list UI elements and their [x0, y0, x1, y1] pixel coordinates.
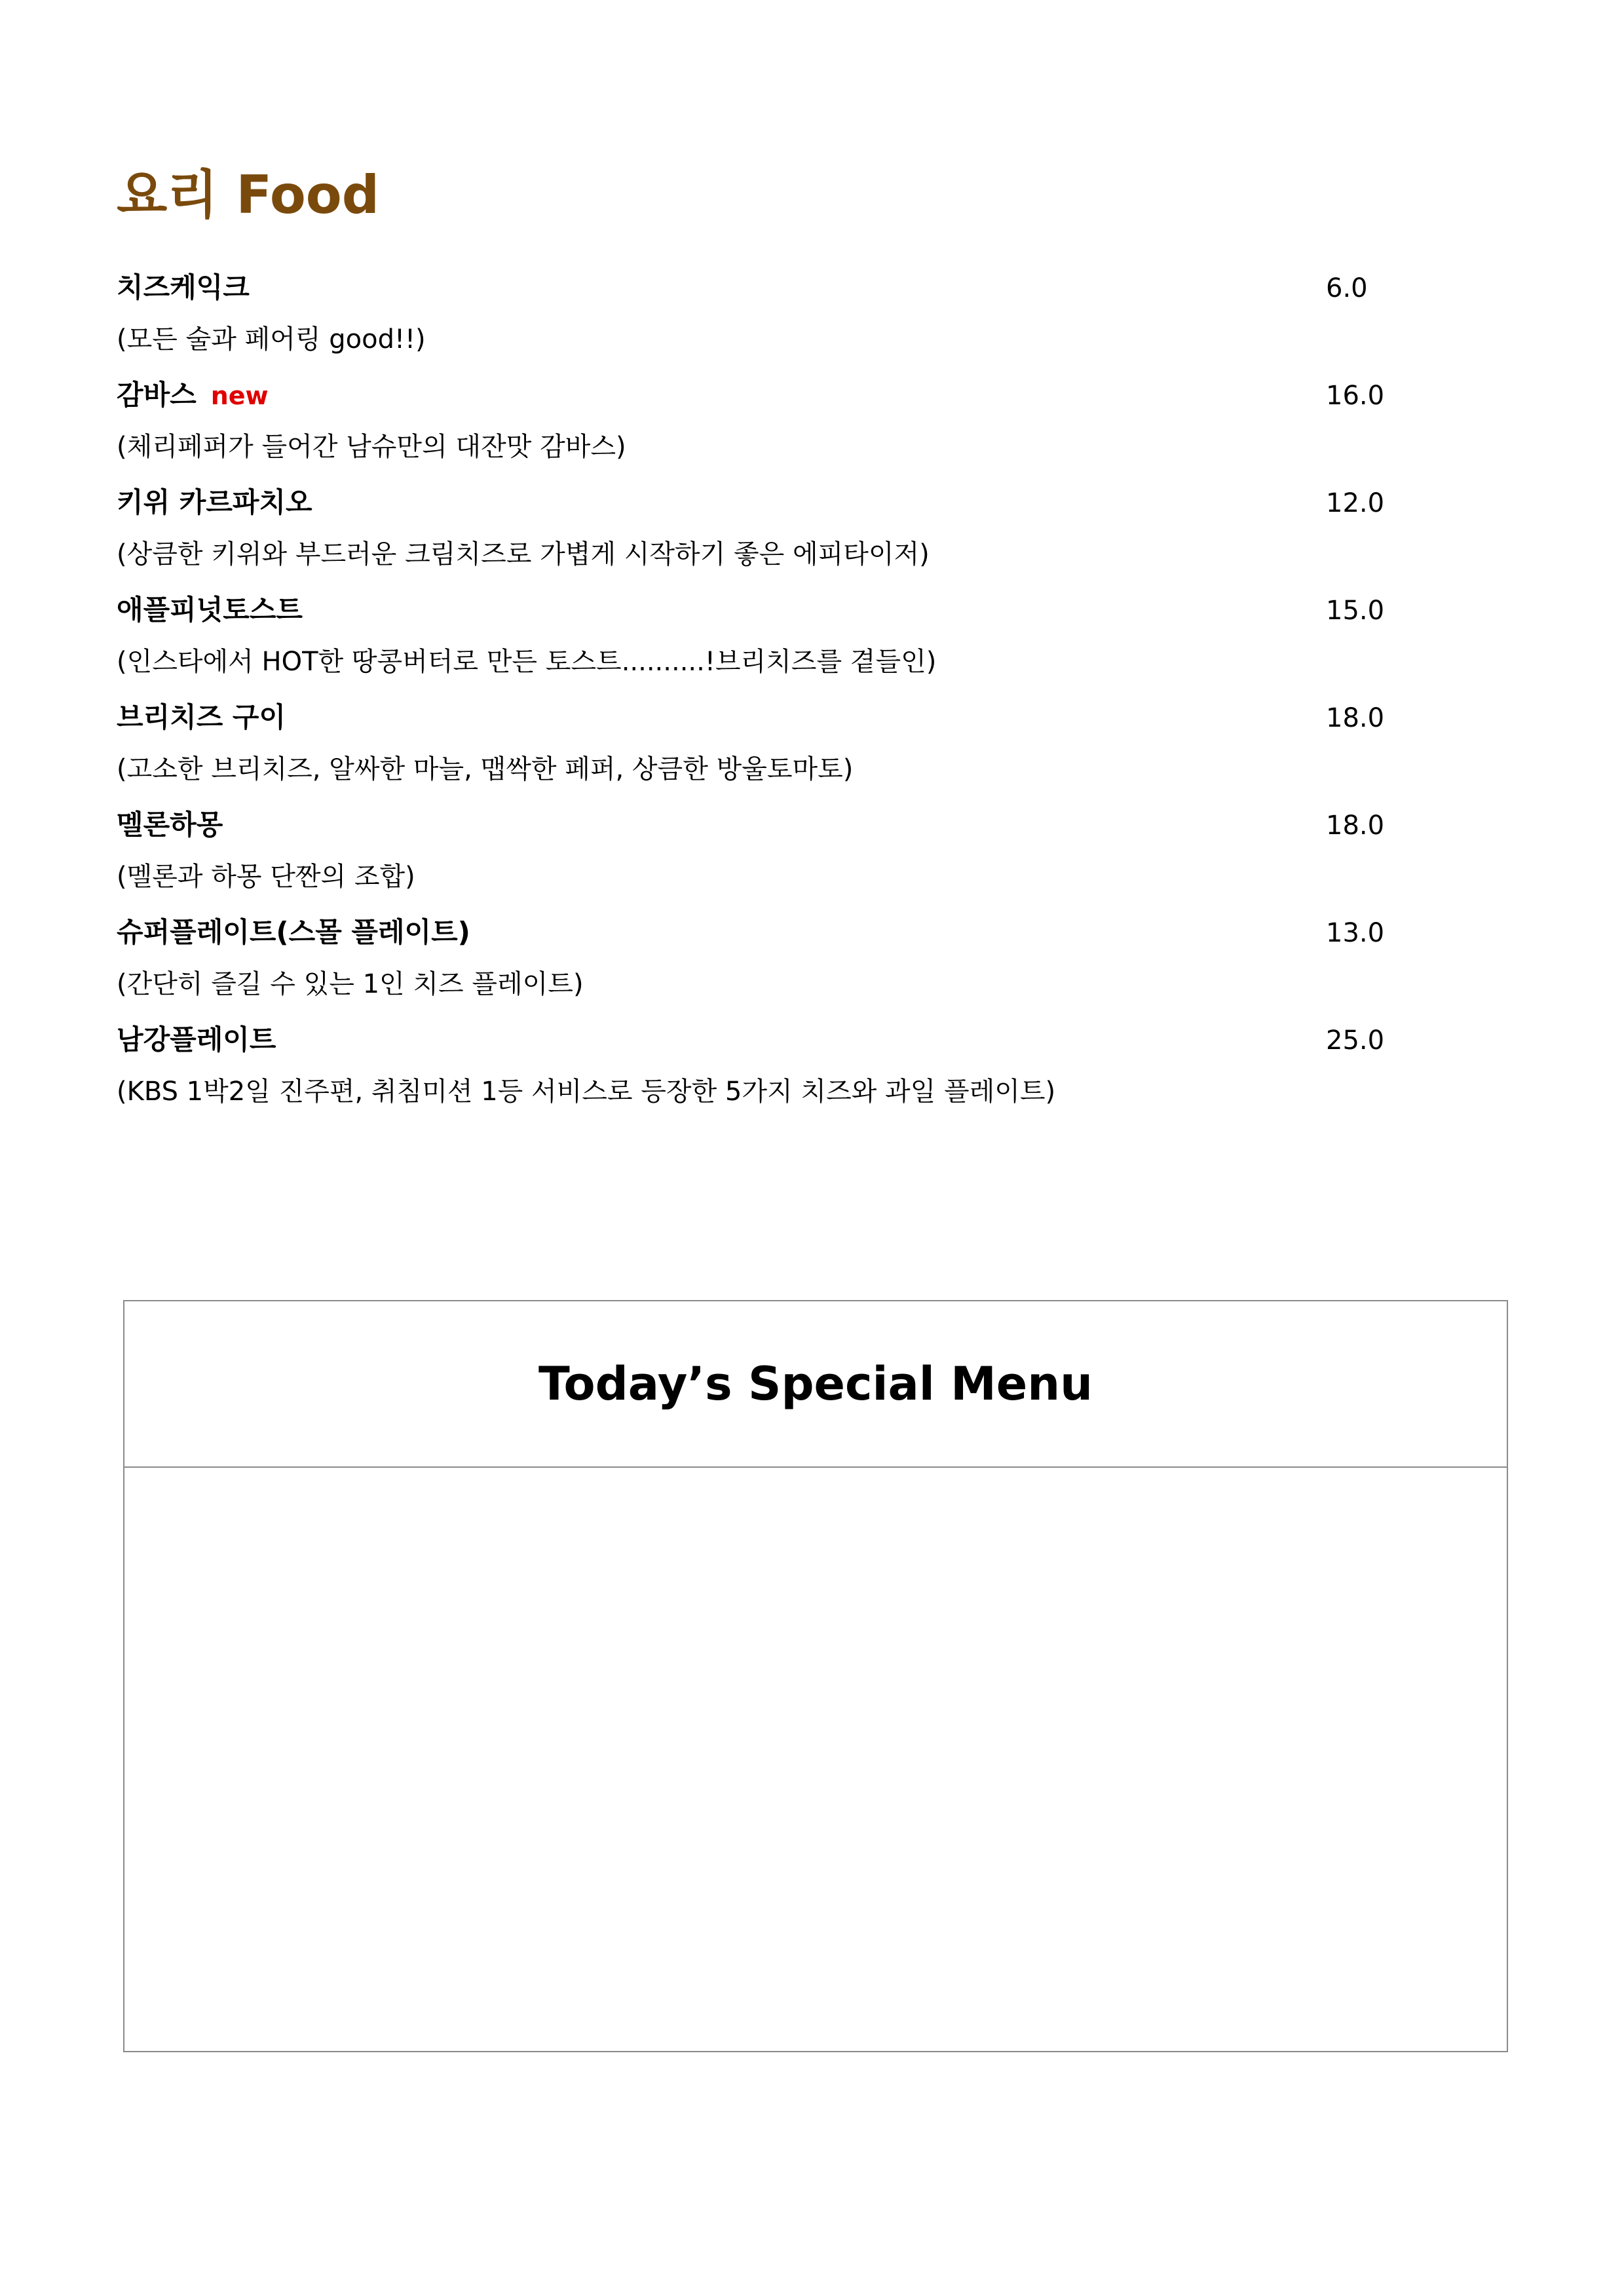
menu-item-description: (인스타에서 HOT한 땅콩버터로 만든 토스트..........!브리치즈를 곁들인) — [117, 647, 937, 677]
menu-item-price: 16.0 — [1326, 381, 1385, 411]
menu-item-price: 6.0 — [1326, 273, 1368, 303]
menu-item — [117, 480, 1427, 587]
menu-item-description: (체리페퍼가 들어간 남슈만의 대잔맛 감바스) — [117, 432, 626, 462]
menu-item-description: (상큼한 키위와 부드러운 크림치즈로 가볍게 시작하기 좋은 에피타이저) — [117, 539, 930, 569]
menu-item — [117, 909, 1427, 1017]
menu-item-description: (고소한 브리치즈, 알싸한 마늘, 맵싹한 페퍼, 상큼한 방울토마토) — [117, 754, 854, 784]
special-menu-content — [124, 1468, 1507, 2051]
menu-item-name: 치즈케익크 — [117, 271, 250, 303]
menu-item-name: 키위 카르파치오 — [117, 486, 312, 518]
menu-item-name: 멜론하몽 — [117, 809, 223, 841]
new-badge: new — [210, 381, 269, 410]
menu-item — [117, 1017, 1427, 1124]
menu-item-price: 25.0 — [1326, 1025, 1385, 1056]
menu-item-description: (간단히 즐길 수 있는 1인 치즈 플레이트) — [117, 969, 584, 999]
menu-item-price: 13.0 — [1326, 918, 1385, 948]
menu-item — [117, 587, 1427, 695]
menu-item-description: (모든 술과 페어링 good!!) — [117, 324, 426, 354]
food-menu-list — [117, 265, 1427, 1124]
menu-item — [117, 802, 1427, 909]
page-title: 요리 Food — [117, 164, 380, 225]
menu-item-description: (KBS 1박2일 진주편, 취침미션 1등 서비스로 등장한 5가지 치즈와 과일 플레이트) — [117, 1077, 1056, 1107]
special-menu-box — [123, 1300, 1508, 2052]
special-menu-title: Today’s Special Menu — [538, 1357, 1093, 1411]
menu-item-price: 18.0 — [1326, 703, 1385, 733]
menu-item-name: 브리치즈 구이 — [117, 701, 286, 733]
menu-item-price: 12.0 — [1326, 488, 1385, 518]
special-menu-header — [124, 1301, 1507, 1468]
menu-item-price: 15.0 — [1326, 596, 1385, 626]
menu-item-price: 18.0 — [1326, 811, 1385, 841]
menu-item — [117, 695, 1427, 802]
menu-item-name: 감바스 new — [117, 379, 269, 411]
menu-item-description: (멜론과 하몽 단짠의 조합) — [117, 862, 415, 892]
menu-item-name: 남강플레이트 — [117, 1024, 276, 1056]
menu-item-name: 슈퍼플레이트(스몰 플레이트) — [117, 916, 470, 948]
menu-item — [117, 265, 1427, 372]
menu-item-name: 애플피넛토스트 — [117, 594, 303, 626]
menu-item — [117, 372, 1427, 480]
